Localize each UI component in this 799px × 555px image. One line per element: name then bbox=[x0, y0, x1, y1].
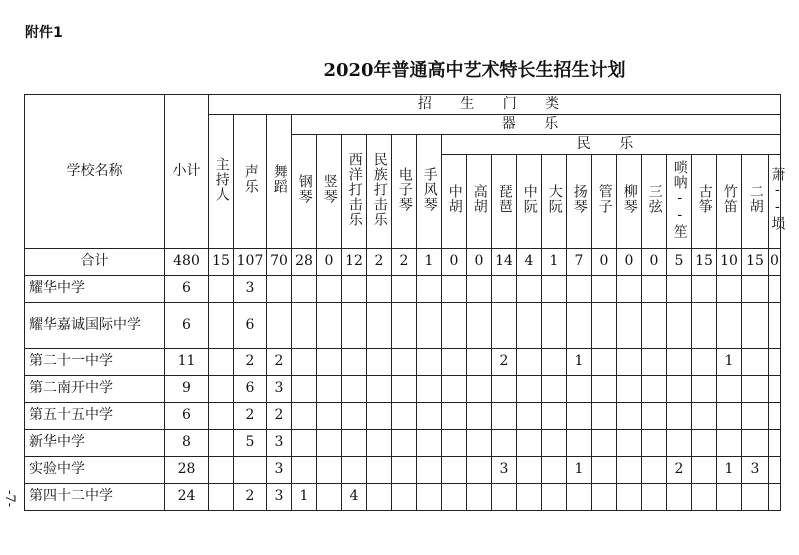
header-col-label: 柳琴 bbox=[621, 184, 638, 215]
subtotal-cell: 8 bbox=[165, 430, 209, 457]
quota-cell bbox=[317, 430, 342, 457]
school-name-cell: 第二十一中学 bbox=[25, 349, 165, 376]
header-col-label: 高胡 bbox=[471, 184, 488, 215]
quota-cell: 2 bbox=[234, 403, 267, 430]
school-name-cell: 实验中学 bbox=[25, 457, 165, 484]
quota-cell bbox=[209, 430, 234, 457]
quota-cell bbox=[367, 430, 392, 457]
quota-cell bbox=[417, 457, 442, 484]
quota-cell: 3 bbox=[742, 457, 769, 484]
table-row bbox=[25, 457, 781, 484]
quota-cell: 12 bbox=[342, 249, 367, 276]
header-col-harp bbox=[317, 135, 342, 249]
quota-cell bbox=[617, 457, 642, 484]
quota-cell: 5 bbox=[234, 430, 267, 457]
quota-cell bbox=[317, 484, 342, 511]
quota-cell bbox=[517, 430, 542, 457]
quota-cell: 4 bbox=[517, 249, 542, 276]
quota-cell bbox=[567, 484, 592, 511]
quota-cell bbox=[467, 403, 492, 430]
quota-cell bbox=[742, 376, 769, 403]
quota-cell bbox=[467, 303, 492, 349]
quota-cell bbox=[442, 349, 467, 376]
quota-cell bbox=[617, 349, 642, 376]
quota-cell bbox=[592, 276, 617, 303]
quota-cell bbox=[417, 403, 442, 430]
quota-cell bbox=[292, 349, 317, 376]
quota-cell: 1 bbox=[717, 349, 742, 376]
header-col-label: 三弦 bbox=[646, 184, 663, 215]
quota-cell bbox=[592, 376, 617, 403]
quota-cell bbox=[442, 403, 467, 430]
quota-cell bbox=[717, 484, 742, 511]
quota-cell bbox=[367, 349, 392, 376]
quota-cell bbox=[692, 376, 717, 403]
quota-cell: 2 bbox=[492, 349, 517, 376]
quota-cell: 3 bbox=[234, 276, 267, 303]
quota-cell bbox=[769, 430, 781, 457]
quota-cell: 6 bbox=[234, 376, 267, 403]
header-col-keyboard bbox=[392, 135, 417, 249]
quota-cell bbox=[342, 430, 367, 457]
header-col-label: 二胡 bbox=[747, 184, 764, 215]
quota-cell bbox=[692, 403, 717, 430]
header-col-zhonghu bbox=[442, 155, 467, 249]
subtotal-cell: 6 bbox=[165, 303, 209, 349]
attachment-label: 附件1 bbox=[25, 25, 63, 41]
header-col-label: 主持人 bbox=[213, 156, 230, 202]
quota-cell bbox=[592, 349, 617, 376]
quota-cell bbox=[769, 303, 781, 349]
quota-cell bbox=[209, 376, 234, 403]
header-col-suona-sheng bbox=[667, 155, 692, 249]
quota-cell bbox=[367, 484, 392, 511]
subtotal-cell: 11 bbox=[165, 349, 209, 376]
quota-cell bbox=[209, 303, 234, 349]
school-name-cell: 耀华嘉诚国际中学 bbox=[25, 303, 165, 349]
table-row bbox=[25, 430, 781, 457]
quota-cell bbox=[742, 430, 769, 457]
header-col-liuqin bbox=[617, 155, 642, 249]
quota-cell bbox=[392, 484, 417, 511]
quota-cell bbox=[267, 276, 292, 303]
quota-cell bbox=[292, 430, 317, 457]
quota-cell bbox=[667, 430, 692, 457]
quota-cell bbox=[567, 303, 592, 349]
quota-cell bbox=[592, 430, 617, 457]
header-col-label: 钢琴 bbox=[296, 174, 313, 205]
quota-cell bbox=[517, 403, 542, 430]
quota-cell bbox=[467, 349, 492, 376]
quota-cell bbox=[667, 276, 692, 303]
quota-cell bbox=[617, 484, 642, 511]
quota-cell bbox=[592, 457, 617, 484]
quota-cell: 1 bbox=[567, 457, 592, 484]
quota-cell bbox=[517, 276, 542, 303]
header-col-label: 电子琴 bbox=[396, 166, 413, 212]
quota-cell: 15 bbox=[209, 249, 234, 276]
header-col-daruan bbox=[542, 155, 567, 249]
quota-cell bbox=[442, 430, 467, 457]
quota-cell bbox=[342, 403, 367, 430]
page-number: -7- bbox=[2, 490, 17, 508]
subtotal-cell: 6 bbox=[165, 403, 209, 430]
quota-cell: 3 bbox=[492, 457, 517, 484]
quota-cell bbox=[542, 484, 567, 511]
quota-cell bbox=[442, 303, 467, 349]
quota-cell: 15 bbox=[742, 249, 769, 276]
quota-cell bbox=[769, 376, 781, 403]
quota-cell bbox=[567, 403, 592, 430]
quota-cell bbox=[567, 376, 592, 403]
subtotal-cell: 6 bbox=[165, 276, 209, 303]
header-col-pipa bbox=[492, 155, 517, 249]
quota-cell bbox=[417, 376, 442, 403]
quota-cell bbox=[392, 376, 417, 403]
quota-cell bbox=[769, 484, 781, 511]
quota-cell: 2 bbox=[267, 403, 292, 430]
school-name-cell: 第四十二中学 bbox=[25, 484, 165, 511]
quota-cell bbox=[417, 349, 442, 376]
header-col-label: 竹笛 bbox=[721, 184, 738, 215]
quota-cell bbox=[769, 276, 781, 303]
quota-cell: 0 bbox=[642, 249, 667, 276]
header-col-label: 手风琴 bbox=[421, 166, 438, 212]
subtotal-cell: 24 bbox=[165, 484, 209, 511]
header-col-folk-percussion bbox=[367, 135, 392, 249]
quota-cell: 1 bbox=[417, 249, 442, 276]
quota-cell bbox=[392, 349, 417, 376]
subtotal-cell: 9 bbox=[165, 376, 209, 403]
quota-cell bbox=[717, 430, 742, 457]
quota-cell bbox=[292, 303, 317, 349]
quota-cell bbox=[717, 303, 742, 349]
quota-cell bbox=[492, 484, 517, 511]
quota-cell bbox=[342, 276, 367, 303]
school-name-cell: 第五十五中学 bbox=[25, 403, 165, 430]
school-name-cell: 新华中学 bbox=[25, 430, 165, 457]
quota-cell bbox=[492, 276, 517, 303]
quota-cell bbox=[692, 430, 717, 457]
quota-cell bbox=[317, 457, 342, 484]
quota-cell bbox=[367, 376, 392, 403]
quota-cell bbox=[492, 376, 517, 403]
header-col-label: 萧--埙 bbox=[769, 167, 786, 232]
quota-cell bbox=[317, 303, 342, 349]
enrollment-plan-table bbox=[24, 94, 786, 511]
quota-cell bbox=[417, 276, 442, 303]
page-title: 2020年普通高中艺术特长生招生计划 bbox=[323, 60, 626, 81]
quota-cell bbox=[567, 276, 592, 303]
quota-cell bbox=[342, 303, 367, 349]
header-col-yangqin bbox=[567, 155, 592, 249]
quota-cell bbox=[442, 484, 467, 511]
quota-cell bbox=[234, 457, 267, 484]
quota-cell bbox=[342, 376, 367, 403]
header-col-label: 中胡 bbox=[446, 184, 463, 215]
quota-cell bbox=[317, 376, 342, 403]
quota-cell bbox=[517, 349, 542, 376]
quota-cell bbox=[542, 303, 567, 349]
quota-cell bbox=[769, 403, 781, 430]
quota-cell bbox=[592, 303, 617, 349]
quota-cell: 3 bbox=[267, 376, 292, 403]
quota-cell bbox=[209, 457, 234, 484]
quota-cell bbox=[642, 457, 667, 484]
quota-cell bbox=[667, 484, 692, 511]
quota-cell: 1 bbox=[542, 249, 567, 276]
quota-cell bbox=[742, 403, 769, 430]
quota-cell: 15 bbox=[692, 249, 717, 276]
quota-cell: 0 bbox=[617, 249, 642, 276]
header-col-zhongruan bbox=[517, 155, 542, 249]
quota-cell bbox=[292, 376, 317, 403]
quota-cell bbox=[617, 376, 642, 403]
header-col-xiao-xun bbox=[769, 155, 786, 249]
quota-cell bbox=[542, 457, 567, 484]
quota-cell bbox=[642, 303, 667, 349]
quota-cell: 2 bbox=[234, 484, 267, 511]
quota-cell: 2 bbox=[267, 349, 292, 376]
header-col-piano bbox=[292, 135, 317, 249]
quota-cell bbox=[317, 403, 342, 430]
quota-cell bbox=[342, 457, 367, 484]
quota-cell bbox=[492, 303, 517, 349]
quota-cell bbox=[209, 349, 234, 376]
header-col-guzheng bbox=[692, 155, 717, 249]
quota-cell bbox=[617, 276, 642, 303]
quota-cell bbox=[742, 276, 769, 303]
quota-cell bbox=[542, 276, 567, 303]
quota-cell: 3 bbox=[267, 457, 292, 484]
quota-cell bbox=[417, 303, 442, 349]
header-col-label: 舞蹈 bbox=[271, 164, 288, 195]
header-col-label: 扬琴 bbox=[571, 184, 588, 215]
header-col-label: 竖琴 bbox=[321, 174, 338, 205]
quota-cell: 3 bbox=[267, 430, 292, 457]
quota-cell bbox=[209, 403, 234, 430]
total-row bbox=[25, 249, 781, 276]
quota-cell: 4 bbox=[342, 484, 367, 511]
quota-cell bbox=[517, 484, 542, 511]
quota-cell: 0 bbox=[592, 249, 617, 276]
quota-cell bbox=[692, 484, 717, 511]
quota-cell bbox=[592, 484, 617, 511]
quota-cell bbox=[467, 484, 492, 511]
quota-cell bbox=[617, 303, 642, 349]
quota-cell: 5 bbox=[667, 249, 692, 276]
quota-cell bbox=[692, 303, 717, 349]
quota-cell bbox=[717, 276, 742, 303]
quota-cell bbox=[392, 430, 417, 457]
table-row bbox=[25, 403, 781, 430]
quota-cell bbox=[769, 457, 781, 484]
quota-cell bbox=[492, 403, 517, 430]
quota-cell bbox=[517, 303, 542, 349]
quota-cell bbox=[292, 457, 317, 484]
quota-cell bbox=[442, 276, 467, 303]
quota-cell bbox=[692, 457, 717, 484]
quota-cell bbox=[417, 484, 442, 511]
header-col-label: 中阮 bbox=[521, 184, 538, 215]
quota-cell: 10 bbox=[717, 249, 742, 276]
header-subtotal: 小计 bbox=[165, 95, 209, 249]
quota-cell bbox=[742, 303, 769, 349]
quota-cell bbox=[617, 430, 642, 457]
header-instrumental: 器 乐 bbox=[292, 115, 781, 135]
quota-cell bbox=[367, 457, 392, 484]
quota-cell: 0 bbox=[442, 249, 467, 276]
quota-cell bbox=[717, 403, 742, 430]
quota-cell bbox=[667, 376, 692, 403]
school-name-cell: 耀华中学 bbox=[25, 276, 165, 303]
quota-cell bbox=[317, 276, 342, 303]
header-col-zhudi bbox=[717, 155, 742, 249]
header-col-label: 唢呐--笙 bbox=[671, 159, 688, 239]
header-col-gaohu bbox=[467, 155, 492, 249]
header-col-label: 民族打击乐 bbox=[371, 151, 388, 227]
quota-cell: 28 bbox=[292, 249, 317, 276]
quota-cell bbox=[342, 349, 367, 376]
table-row bbox=[25, 376, 781, 403]
header-col-label: 声乐 bbox=[242, 164, 259, 195]
header-col-erhu bbox=[742, 155, 769, 249]
quota-cell bbox=[442, 376, 467, 403]
quota-cell bbox=[392, 457, 417, 484]
quota-cell bbox=[667, 303, 692, 349]
quota-cell bbox=[317, 349, 342, 376]
quota-cell bbox=[642, 276, 667, 303]
quota-cell: 2 bbox=[367, 249, 392, 276]
quota-cell bbox=[292, 403, 317, 430]
header-col-sanxian bbox=[642, 155, 667, 249]
quota-cell: 1 bbox=[567, 349, 592, 376]
quota-cell bbox=[492, 430, 517, 457]
header-col-host bbox=[209, 115, 234, 249]
quota-cell bbox=[692, 276, 717, 303]
quota-cell: 6 bbox=[234, 303, 267, 349]
quota-cell bbox=[642, 376, 667, 403]
quota-cell bbox=[367, 303, 392, 349]
quota-cell: 1 bbox=[717, 457, 742, 484]
header-col-western-percussion bbox=[342, 135, 367, 249]
quota-cell: 1 bbox=[292, 484, 317, 511]
quota-cell bbox=[542, 430, 567, 457]
header-col-label: 西洋打击乐 bbox=[346, 151, 363, 227]
subtotal-cell: 28 bbox=[165, 457, 209, 484]
quota-cell bbox=[367, 276, 392, 303]
quota-cell bbox=[417, 430, 442, 457]
quota-cell bbox=[769, 349, 781, 376]
table-row bbox=[25, 484, 781, 511]
quota-cell bbox=[667, 403, 692, 430]
quota-cell bbox=[392, 276, 417, 303]
header-enrollment-category: 招 生 门 类 bbox=[209, 95, 781, 115]
quota-cell bbox=[717, 376, 742, 403]
quota-cell bbox=[542, 376, 567, 403]
quota-cell bbox=[467, 430, 492, 457]
header-col-label: 大阮 bbox=[546, 184, 563, 215]
header-col-label: 琵琶 bbox=[496, 184, 513, 215]
quota-cell bbox=[209, 276, 234, 303]
quota-cell bbox=[442, 457, 467, 484]
total-label: 合计 bbox=[25, 249, 165, 276]
quota-cell: 107 bbox=[234, 249, 267, 276]
school-name-cell: 第二南开中学 bbox=[25, 376, 165, 403]
quota-cell bbox=[617, 403, 642, 430]
quota-cell bbox=[567, 430, 592, 457]
quota-cell bbox=[742, 349, 769, 376]
quota-cell bbox=[667, 349, 692, 376]
quota-cell: 14 bbox=[492, 249, 517, 276]
quota-cell bbox=[542, 349, 567, 376]
quota-cell bbox=[742, 484, 769, 511]
table-row bbox=[25, 276, 781, 303]
quota-cell bbox=[642, 430, 667, 457]
quota-cell: 7 bbox=[567, 249, 592, 276]
header-col-accordion bbox=[417, 135, 442, 249]
quota-cell bbox=[642, 484, 667, 511]
quota-cell bbox=[467, 376, 492, 403]
table-row bbox=[25, 349, 781, 376]
quota-cell bbox=[642, 403, 667, 430]
header-folk: 民 乐 bbox=[442, 135, 781, 155]
quota-cell: 2 bbox=[667, 457, 692, 484]
quota-cell bbox=[209, 484, 234, 511]
table-row bbox=[25, 303, 781, 349]
quota-cell bbox=[517, 376, 542, 403]
subtotal-cell: 480 bbox=[165, 249, 209, 276]
quota-cell bbox=[267, 303, 292, 349]
quota-cell bbox=[467, 457, 492, 484]
quota-cell bbox=[292, 276, 317, 303]
quota-cell: 0 bbox=[467, 249, 492, 276]
quota-cell bbox=[392, 403, 417, 430]
quota-cell bbox=[592, 403, 617, 430]
quota-cell bbox=[367, 403, 392, 430]
quota-cell: 3 bbox=[267, 484, 292, 511]
header-col-label: 管子 bbox=[596, 184, 613, 215]
quota-cell bbox=[642, 349, 667, 376]
quota-cell bbox=[467, 276, 492, 303]
header-col-dance bbox=[267, 115, 292, 249]
header-col-guanzi bbox=[592, 155, 617, 249]
header-col-label: 古筝 bbox=[696, 184, 713, 215]
quota-cell bbox=[542, 403, 567, 430]
quota-cell: 0 bbox=[317, 249, 342, 276]
header-school-name: 学校名称 bbox=[25, 95, 165, 249]
quota-cell bbox=[392, 303, 417, 349]
quota-cell: 2 bbox=[234, 349, 267, 376]
quota-cell: 2 bbox=[392, 249, 417, 276]
quota-cell bbox=[517, 457, 542, 484]
quota-cell: 70 bbox=[267, 249, 292, 276]
header-col-vocal bbox=[234, 115, 267, 249]
quota-cell: 0 bbox=[769, 249, 781, 276]
quota-cell bbox=[692, 349, 717, 376]
